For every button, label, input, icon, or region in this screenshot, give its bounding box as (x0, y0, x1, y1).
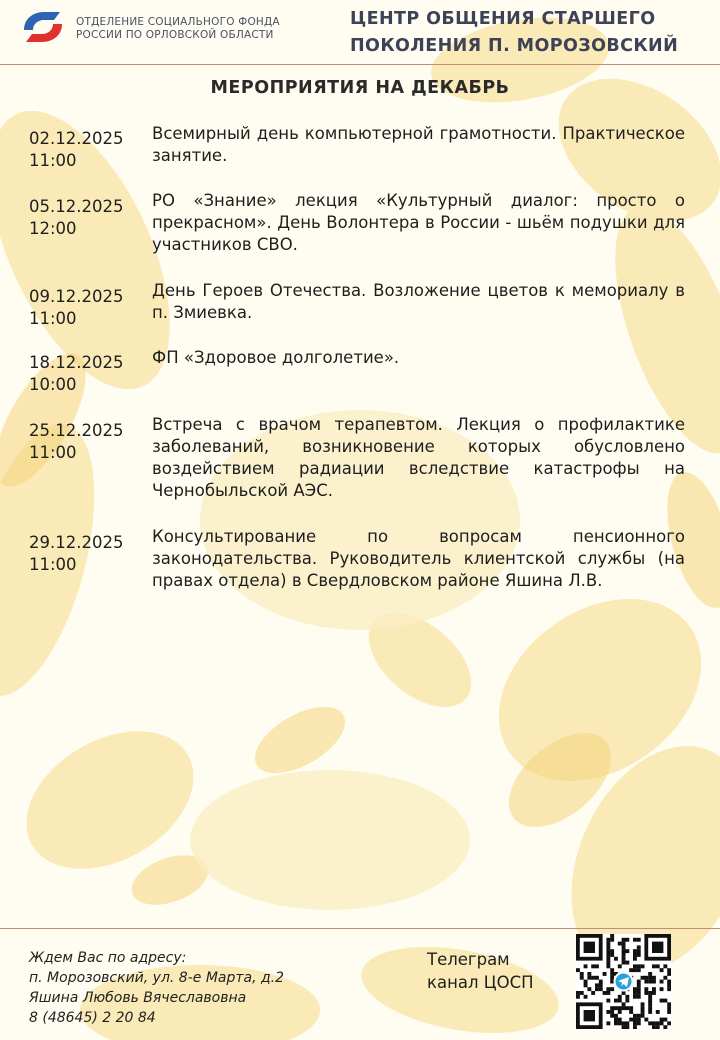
address-street: п. Морозовский, ул. 8-е Марта, д.2 (29, 970, 285, 986)
event-6-text: Консультирование по вопросам пенсионного законодательства. Руководитель клиентской службы (на правах отдела) в Свердловском районе Яшина Л.В. (152, 527, 685, 590)
event-6-datetime (29, 532, 141, 576)
telegram-label-line-1: Телеграм (427, 950, 510, 969)
fund-name-line-1: ОТДЕЛЕНИЕ СОЦИАЛЬНОГО ФОНДА (76, 16, 280, 28)
event-2-text: РО «Знание» лекция «Культурный диалог: просто о прекрасном». День Волонтера в России - шьём подушки для участников СВО. (152, 191, 685, 254)
event-4-datetime (29, 352, 141, 396)
header-divider (0, 64, 720, 65)
event-4-text: ФП «Здоровое долголетие». (152, 348, 400, 367)
telegram-label (427, 948, 567, 994)
telegram-qr-code[interactable] (576, 934, 671, 1029)
event-1-time: 11:00 (29, 151, 77, 170)
event-5-date: 25.12.2025 (29, 421, 124, 440)
address-block (29, 948, 389, 1028)
page-title: МЕРОПРИЯТИЯ НА ДЕКАБРЬ (210, 78, 510, 98)
sfr-logo (20, 8, 66, 46)
event-5-text: Встреча с врачом терапевтом. Лекция о профилактике заболеваний, возникновение которых обусловлено воздействием радиации вследствие катастрофы на Чернобыльской АЭС. (152, 415, 685, 500)
event-1-text: Всемирный день компьютерной грамотности. Практическое занятие. (152, 124, 685, 165)
telegram-label-line-2: канал ЦОСП (427, 973, 534, 992)
event-4-date: 18.12.2025 (29, 353, 124, 372)
contact-person: Яшина Любовь Вячеславовна (29, 990, 247, 1006)
event-3-datetime (29, 286, 141, 330)
event-1-date: 02.12.2025 (29, 129, 124, 148)
event-5-time: 11:00 (29, 443, 77, 462)
event-3-date: 09.12.2025 (29, 287, 124, 306)
contact-phone: 8 (48645) 2 20 84 (29, 1010, 156, 1026)
fund-name-line-2: РОССИИ ПО ОРЛОВСКОЙ ОБЛАСТИ (76, 29, 274, 41)
event-2-date: 05.12.2025 (29, 197, 124, 216)
center-title (350, 6, 710, 60)
event-3-time: 11:00 (29, 309, 77, 328)
event-5-datetime (29, 420, 141, 464)
event-3-text: День Героев Отечества. Возложение цветов к мемориалу в п. Змиевка. (152, 281, 685, 322)
event-1-datetime (29, 128, 141, 172)
center-title-line-2: ПОКОЛЕНИЯ П. МОРОЗОВСКИЙ (350, 36, 679, 56)
event-4-time: 10:00 (29, 375, 77, 394)
center-title-line-1: ЦЕНТР ОБЩЕНИЯ СТАРШЕГО (350, 9, 656, 29)
event-2-datetime (29, 196, 141, 240)
footer-divider (0, 928, 720, 929)
event-6-date: 29.12.2025 (29, 533, 124, 552)
event-6-time: 11:00 (29, 555, 77, 574)
event-2-time: 12:00 (29, 219, 77, 238)
fund-name (76, 16, 316, 42)
address-intro: Ждем Вас по адресу: (29, 950, 187, 966)
